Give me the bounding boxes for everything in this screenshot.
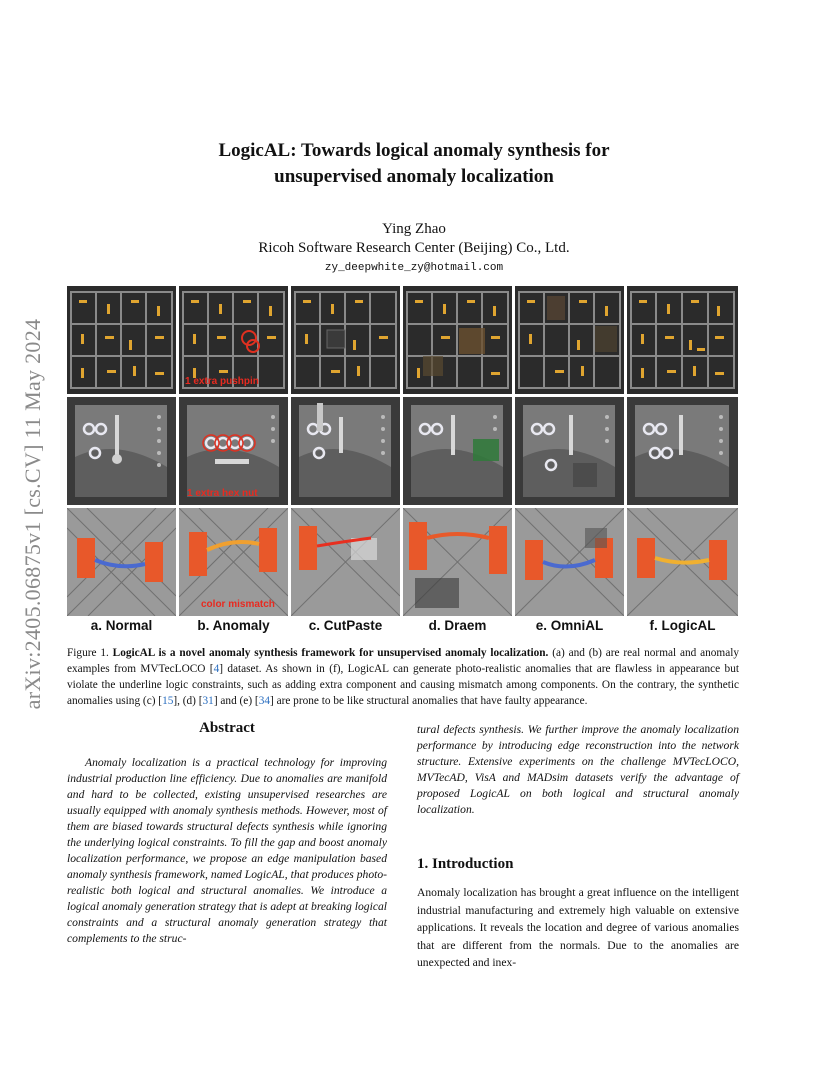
fig-label-anomaly: b. Anomaly <box>197 618 270 633</box>
fig-cell-pushpin-logical <box>627 286 738 394</box>
citation-link-15[interactable]: 15 <box>162 695 174 707</box>
caption-text-5: ] are prone to be like structural anomalies that have faulty appearance. <box>269 695 588 707</box>
annotation-extra-hex-nut: 1 extra hex nut <box>187 488 258 499</box>
abstract-right-column <box>417 722 739 818</box>
fig-cell-screwbag-omnial <box>515 397 624 505</box>
abstract-continuation: tural defects synthesis. We further improve the anomaly localization performance by introducing edge reconstruction into the network structure. Extensive experiments on the challenge MVTecLOCO, MVTecAD, VisA and MADsim datasets verify the advantage of proposed LogicAL on both logical and structural anomaly localization. <box>417 723 739 816</box>
fig-label-cutpaste: c. CutPaste <box>308 618 383 633</box>
citation-link-4[interactable]: 4 <box>213 663 220 675</box>
caption-text-1: (a) and (b) are real normal and anomaly examples from MVTecLOCO [ <box>67 647 740 675</box>
figure-1-grid <box>67 286 738 616</box>
arxiv-id-text: arXiv:2405.06875v1 [cs.CV] 11 May 2024 <box>20 318 45 710</box>
citation-link-34[interactable]: 34 <box>258 695 270 707</box>
introduction-paragraph: Anomaly localization has brought a great influence on the intelligent industrial manufacturing and extremely high valuable on extensive applications. It reveals the location and degree of various anomalies that are different from the normals. Due to the anomalies are unexpected and inex- <box>417 886 739 969</box>
citation-link-31[interactable]: 31 <box>202 695 214 707</box>
caption-text-3: ], (d) [ <box>173 695 203 707</box>
section-heading-introduction: 1. Introduction <box>417 856 514 872</box>
title-line-1: LogicAL: Towards logical anomaly synthesis for <box>218 140 610 161</box>
fig-cell-screwbag-normal <box>67 397 176 505</box>
fig-cell-connector-normal <box>67 508 176 616</box>
author-name: Ying Zhao <box>382 221 446 237</box>
author-email: zy_deepwhite_zy@hotmail.com <box>324 262 504 274</box>
fig-label-draem: d. Draem <box>428 618 487 633</box>
caption-text-2: ] dataset. As shown in (f), LogicAL can generate photo-realistic anomalies that are flawless in appearance but violate the underline logic constraints, such as adding extra component and causing mismatch among components. On the contrary, the synthetic anomalies using (c) [ <box>67 663 739 707</box>
fig-cell-connector-cutpaste <box>291 508 400 616</box>
arxiv-side-stamp <box>16 272 50 756</box>
fig-cell-screwbag-logical <box>627 397 738 505</box>
fig-label-logical: f. LogicAL <box>649 618 716 633</box>
caption-bold: LogicAL is a novel anomaly synthesis framework for unsupervised anomaly localization. <box>112 647 549 659</box>
fig-cell-connector-logical <box>627 508 738 616</box>
fig-cell-connector-draem <box>403 508 512 616</box>
fig-cell-pushpin-omnial <box>515 286 624 394</box>
fig-cell-pushpin-normal <box>67 286 176 394</box>
fig-cell-screwbag-draem <box>403 397 512 505</box>
annotation-color-mismatch: color mismatch <box>201 599 275 610</box>
abstract-heading: Abstract <box>199 720 255 736</box>
introduction-column <box>417 884 739 972</box>
paper-title <box>0 138 828 190</box>
abstract-left-column <box>67 755 387 947</box>
figure-1-caption <box>67 645 739 709</box>
fig-cell-connector-omnial <box>515 508 624 616</box>
caption-prefix: Figure 1. <box>67 647 109 659</box>
fig-label-omnial: e. OmniAL <box>535 618 604 633</box>
fig-cell-pushpin-draem <box>403 286 512 394</box>
abstract-paragraph: Anomaly localization is a practical technology for improving industrial production line efficiency. Due to anomalies are manifold and hard to be collected, existing unsupervised researches are usually equipped with anomaly synthesis methods. However, most of them are biased towards structural defects synthesis while ignoring the underlying logical constraints. To fill the gap and boost anomaly localization performance, we propose an edge manipulation based anomaly synthesis framework, named LogicAL, that produces photo-realistic both logical and structural anomalies. We introduce a logical anomaly generation strategy that is adept at breaking logical constraints and a structural anomaly generation strategy that complements to the struc- <box>67 756 387 945</box>
caption-text-4: ] and (e) [ <box>213 695 259 707</box>
title-line-2: unsupervised anomaly localization <box>274 166 554 187</box>
fig-label-normal: a. Normal <box>90 618 153 633</box>
author-affiliation: Ricoh Software Research Center (Beijing) Co., Ltd. <box>258 240 570 256</box>
fig-cell-screwbag-cutpaste <box>291 397 400 505</box>
fig-cell-pushpin-cutpaste <box>291 286 400 394</box>
annotation-extra-pushpin: 1 extra pushpin <box>185 376 259 387</box>
